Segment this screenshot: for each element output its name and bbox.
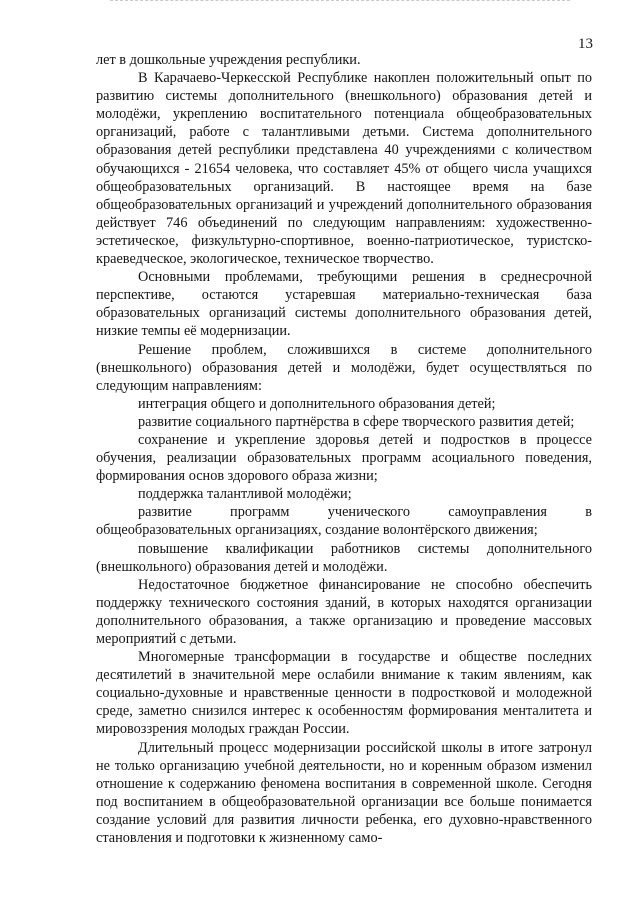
paragraph-budget-funding: Недостаточное бюджетное финансирование не способно обеспечить поддержку технического состояния зданий, в которых находятся организации дополнительного образования, а также организацию и проведение массовых мероприятий с детьми. [96, 576, 592, 647]
direction-item-health: сохранение и укрепление здоровья детей и подростков в процессе обучения, реализации образовательных программ асоциального поведения, формирования основ здорового образа жизни; [96, 431, 592, 485]
paragraph-school-modernization: Длительный процесс модернизации российской школы в итоге затронул не только организацию учебной деятельности, но и коренным образом изменил отношение к содержанию феномена воспитания в современной школе. Сегодня под воспитанием в общеобразовательной организации все больше понимается создание условий для развития личности ребенка, его духовно-нравственного становления и подготовки к жизненному само- [96, 739, 592, 847]
direction-item-partnership: развитие социального партнёрства в сфере творческого развития детей; [138, 413, 575, 430]
paragraph-main-problems: Основными проблемами, требующими решения в среднесрочной перспективе, остаются устаревшая материально-техническая база образовательных организаций системы дополнительного образования детей, низкие темпы её модернизации. [96, 269, 592, 340]
paragraph-transformations: Многомерные трансформации в государстве и обществе последних десятилетий в значительной мере ослабили внимание к таким явлениям, как социально-духовные и нравственные ценности в подростковой и молодежной среде, заметно снизился интерес к особенностям формирования менталитета и мировоззрения молодых граждан России. [96, 649, 592, 738]
direction-item-qualification: повышение квалификации работников системы дополнительного (внешкольного) образования детей и молодёжи. [96, 540, 592, 575]
paragraph-continuation: лет в дошкольные учреждения республики. [96, 52, 361, 68]
direction-item-integration: интеграция общего и дополнительного образования детей; [138, 395, 496, 412]
document-body [96, 51, 592, 847]
direction-item-talented-youth: поддержка талантливой молодёжи; [138, 486, 352, 503]
paragraph-additional-education: В Карачаево-Черкесской Республике накоплен положительный опыт по развитию системы дополнительного (внешкольного) образования детей и молодёжи, укреплению воспитательного потенциала общеобразовательных организаций, работе с талантливыми детьми. Система дополнительного образования детей республики представлена 40 учреждениями с количеством обучающихся - 21654 человека, что составляет 45% от общего числа учащихся общеобразовательных организаций. В настоящее время на базе общеобразовательных организаций и учреждений дополнительного образования действует 746 объединений по следующим направлениям: художественно-эстетическое, физкультурно-спортивное, военно-патриотическое, туристско-краеведческое, экологическое, техническое творчество. [96, 70, 592, 268]
paragraph-solution-intro: Решение проблем, сложившихся в системе дополнительного (внешкольного) образования детей и молодёжи, будет осуществляться по следующим направлениям: [96, 341, 592, 394]
direction-item-self-government: развитие программ ученического самоуправления в общеобразовательных организациях, создание волонтёрского движения; [96, 504, 592, 539]
scan-edge-line [110, 0, 570, 3]
page-number: 13 [578, 36, 593, 52]
